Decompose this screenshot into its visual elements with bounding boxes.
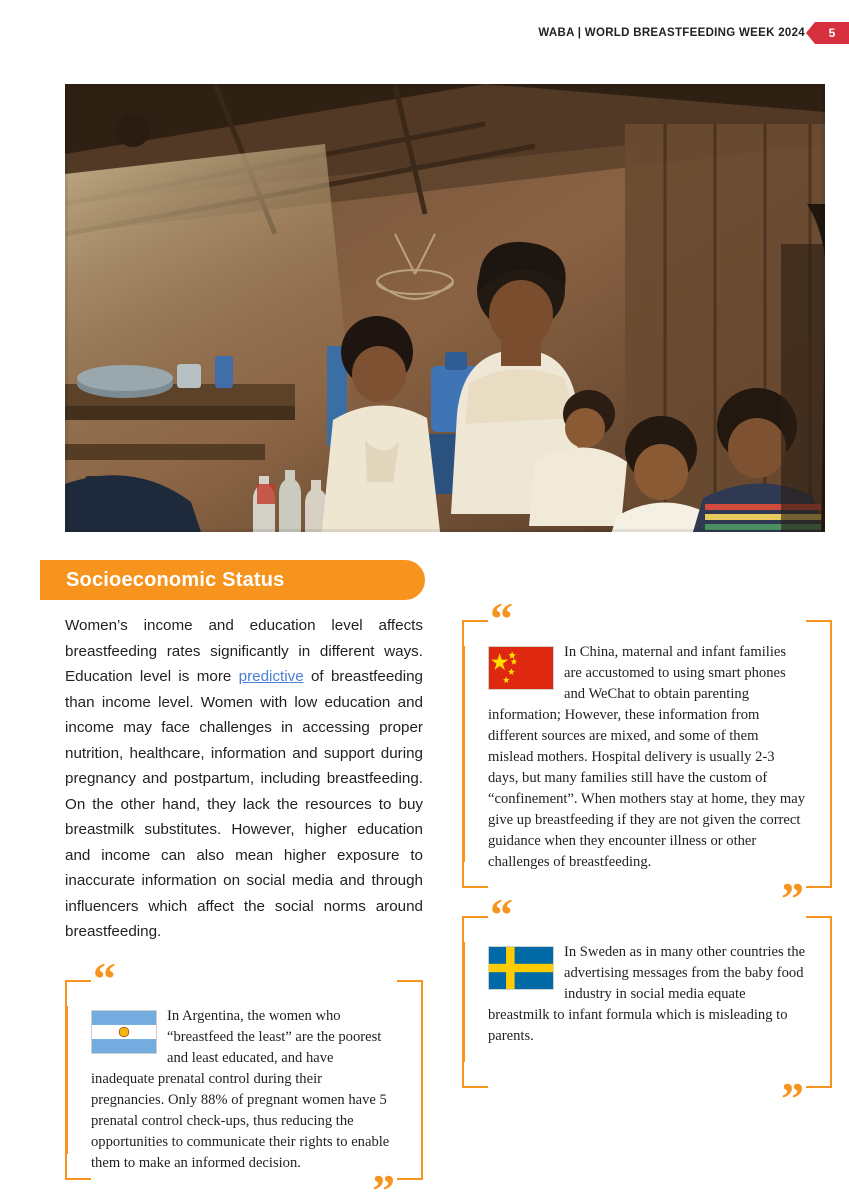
body-text-part1: Women’s income and education level affects breastfeeding rates significantly in different ways. Education level is more (65, 617, 423, 685)
quote-close-mark: ” (781, 1073, 804, 1124)
quote-close-mark: ” (372, 1165, 395, 1200)
quote-text-sweden: In Sweden as in many other countries the advertising messages from the baby food industry in social media equate breastmilk to infant formula which is misleading to parents. (488, 944, 806, 1044)
quote-card-china (462, 593, 832, 924)
quote-body-china (462, 620, 832, 893)
quote-text-argentina: In Argentina, the women who “breastfeed the least” are the poorest and least educated, and have inadequate prenatal control during their pregnancies. Only 88% of pregnant women have 5 prenatal control check-ups, thus reducing the opportunities to communicate their rights to enable them to make an informed decision. (91, 1008, 390, 1171)
quote-open-mark: “ (93, 953, 116, 1004)
quote-body-argentina (65, 980, 423, 1194)
predictive-link[interactable]: predictive (238, 668, 304, 685)
section-title: Socioeconomic Status (66, 568, 285, 591)
header-title: WABA | WORLD BREASTFEEDING WEEK 2024 (538, 27, 805, 39)
argentina-flag-icon (91, 1010, 157, 1054)
page-header (0, 22, 849, 44)
photo-family-breastfeeding (65, 84, 825, 532)
quote-open-mark: “ (490, 889, 513, 940)
quote-close-mark: ” (781, 873, 804, 924)
quote-card-sweden (462, 889, 832, 1124)
quote-card-argentina (65, 953, 423, 1200)
china-flag-icon (488, 646, 554, 690)
body-text-part2: of breastfeeding than income level. Women with low education and income may face challenges in accessing proper nutrition, healthcare, information and support during pregnancy and postpartum, including breastfeeding. On the other hand, they lack the resources to buy breastmilk substitutes. However, higher education and income can also mean higher exposure to inaccurate information on social media and through influencers which affect the social norms around breastfeeding. (65, 668, 423, 940)
page-number-badge (815, 22, 849, 44)
quote-body-sweden (462, 916, 832, 1067)
quote-open-mark: “ (490, 593, 513, 644)
page-number: 5 (828, 26, 836, 40)
sweden-flag-icon (488, 946, 554, 990)
body-paragraph (65, 613, 423, 945)
section-title-pill (40, 560, 425, 600)
hero-photo (65, 84, 825, 532)
quote-text-china: In China, maternal and infant families are accustomed to using smart phones and WeChat to obtain parenting information; However, these information from different sources are mixed, and some of them mislead mothers. Hospital delivery is usually 2-3 days, but many families still have the custom of “confinement”. When mothers stay at home, they may give up breastfeeding if they are not given the correct guidance when they encounter illness or other challenges of breastfeeding. (488, 644, 806, 870)
